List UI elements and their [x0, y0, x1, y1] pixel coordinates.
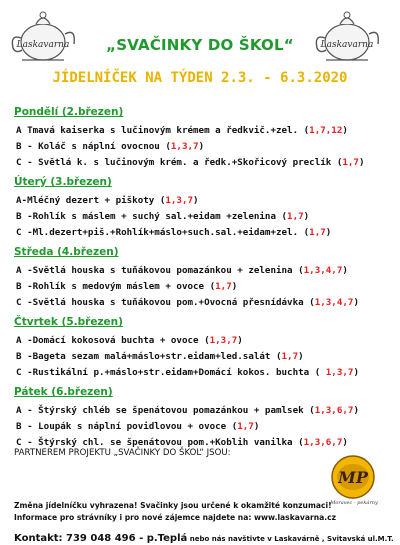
- allergens: 1,3,7: [170, 141, 199, 152]
- menu-item: [14, 139, 394, 155]
- menu-item-end: ): [342, 265, 348, 276]
- laskavarna-logo-right: [312, 4, 382, 66]
- day-tuesday: [14, 174, 394, 241]
- menu-item-end: ): [353, 405, 359, 416]
- day-thursday: [14, 314, 394, 381]
- menu-item: [14, 295, 394, 311]
- menu-item: [14, 225, 394, 241]
- menu-item-end: ): [353, 297, 359, 308]
- contact-phone: Kontakt: 739 048 496 - p.Teplá: [14, 533, 188, 544]
- day-title: Čtvrtek (5.březen): [14, 316, 123, 328]
- menu-item-end: ): [193, 195, 199, 206]
- allergens: 1,7,12: [309, 125, 343, 136]
- menu-item: [14, 365, 394, 381]
- footer-info: Informace pro strávníky i pro nové zájemce najdete na: www.laskavarna.cz: [14, 513, 337, 522]
- svg-text:MP: MP: [338, 468, 368, 487]
- allergens: 1,7: [281, 351, 299, 362]
- menu-item: [14, 193, 394, 209]
- partner-heading: PARTNEREM PROJEKTU „SVAČINKY DO ŠKOL“ JSOU:: [14, 448, 231, 458]
- svg-text:Laskavarna: Laskavarna: [320, 40, 374, 50]
- weekly-menu: [14, 104, 394, 451]
- allergens: 1,3,4,7: [314, 297, 354, 308]
- allergens: 1,3,4,7: [303, 265, 343, 276]
- menu-item: [14, 123, 394, 139]
- menu-item: [14, 419, 394, 435]
- menu-item-text: A -Domácí kokosová buchta + ovoce (: [16, 335, 210, 346]
- menu-week-subtitle: JÍDELNÍČEK NA TÝDEN 2.3. - 6.3.2020: [52, 70, 348, 86]
- allergens: 1,7: [309, 227, 326, 238]
- page-title: „SVAČINKY DO ŠKOL“: [106, 36, 294, 54]
- day-monday: [14, 104, 394, 171]
- menu-item-end: ): [253, 421, 260, 432]
- menu-item-text: C - Světlá k. s lučinovým krém. a ředk.+Skořicový preclík (: [16, 157, 343, 168]
- menu-item-text: B - Loupák s náplní povidlovou + ovoce (: [16, 421, 238, 432]
- allergens: 1,3,7: [165, 195, 194, 206]
- menu-item-text: C - Štýrský chl. se špenátovou pom.+Koblih vanilka (: [16, 437, 304, 448]
- menu-item-text: A Tmavá kaiserka s lučinovým krémem a ředkvič.+zel. (: [16, 125, 310, 136]
- menu-item-text: C -Ml.dezert+piš.+Rohlík+máslo+such.sal.+eidam+zel. (: [16, 227, 310, 238]
- allergens: 1,7: [287, 211, 304, 222]
- contact-visit: nebo nás navštivte v Laskavárně , Svitavská ul.M.T.: [187, 535, 394, 543]
- menu-item-end: ): [325, 227, 332, 238]
- menu-item-end: ): [198, 141, 205, 152]
- menu-item-end: ): [303, 211, 310, 222]
- allergens: 1,7: [215, 281, 232, 292]
- day-title: Úterý (3.březen): [14, 176, 112, 188]
- menu-item-text: B -Bageta sezam malá+máslo+str.eidam+led.salát (: [16, 351, 282, 362]
- day-title: Pondělí (2.březen): [14, 106, 124, 118]
- footer-contact: [14, 526, 398, 545]
- menu-item: [14, 333, 394, 349]
- allergens: 1,7: [342, 157, 359, 168]
- menu-item-text: B -Rohlík s medovým máslem + ovoce (: [16, 281, 216, 292]
- day-title: Středa (4.březen): [14, 246, 119, 258]
- menu-item-end: ): [358, 157, 365, 168]
- day-friday: [14, 384, 394, 451]
- moravec-caption: Moravec - pekárny: [330, 500, 378, 506]
- menu-item: [14, 279, 394, 295]
- menu-item-text: C -Rustikální p.+máslo+str.eidam+Domácí kokos. buchta (: [16, 367, 326, 378]
- menu-item-end: ): [342, 437, 348, 448]
- day-wednesday: [14, 244, 394, 311]
- allergens: 1,3,7: [325, 367, 354, 378]
- day-title: Pátek (6.březen): [14, 386, 113, 398]
- menu-item-text: C -Světlá houska s tuňákovou pom.+Ovocná přesnídávka (: [16, 297, 315, 308]
- menu-item-end: ): [342, 125, 348, 136]
- menu-item-end: ): [237, 335, 243, 346]
- teapot-icon: [8, 4, 78, 66]
- footer-notice: Změna jídelníčku vyhrazena! Svačinky jsou určené k okamžité konzumaci!: [14, 501, 332, 510]
- menu-item: [14, 155, 394, 171]
- allergens: 1,7: [237, 421, 254, 432]
- laskavarna-logo-left: [8, 4, 78, 66]
- menu-item: [14, 403, 394, 419]
- svg-text:Laskavarna: Laskavarna: [16, 40, 70, 50]
- menu-item: [14, 349, 394, 365]
- moravec-logo: [330, 454, 376, 500]
- menu-item-end: ): [298, 351, 304, 362]
- mp-logo-icon: [330, 454, 376, 500]
- allergens: 1,3,6,7: [303, 437, 343, 448]
- menu-item: [14, 209, 394, 225]
- menu-item-text: A -Světlá houska s tuňákovou pomazánkou + zelenina (: [16, 265, 304, 276]
- teapot-icon: [312, 4, 382, 66]
- allergens: 1,3,6,7: [314, 405, 354, 416]
- menu-item: [14, 263, 394, 279]
- menu-item-text: A - Štýrský chléb se špenátovou pomazánkou + pamlsek (: [16, 405, 315, 416]
- menu-item-text: B - Koláč s náplní ovocnou (: [16, 141, 171, 152]
- allergens: 1,3,7: [209, 335, 238, 346]
- menu-item-text: A-Mléčný dezert + piškoty (: [16, 195, 166, 206]
- menu-item-end: ): [231, 281, 238, 292]
- menu-item-text: B -Rohlík s máslem + suchý sal.+eidam +zelenina (: [16, 211, 288, 222]
- menu-item-end: ): [353, 367, 359, 378]
